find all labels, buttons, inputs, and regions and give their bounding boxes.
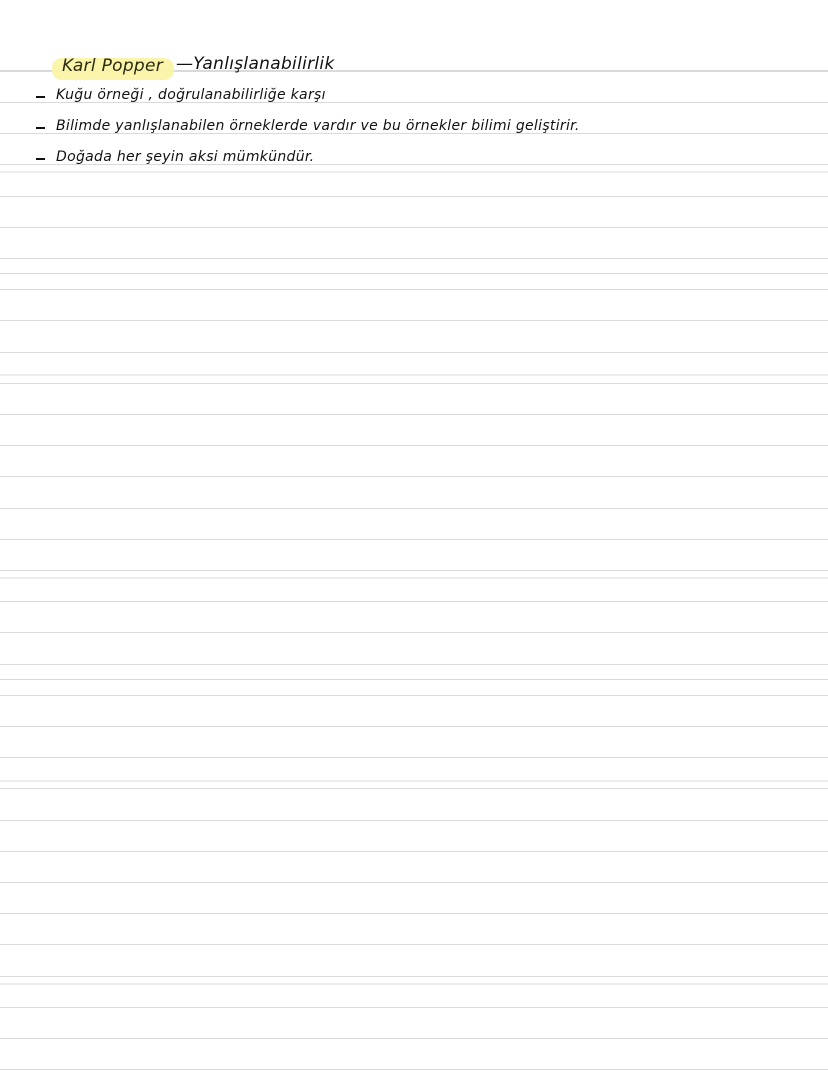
ruled-line <box>0 788 828 789</box>
ruled-line <box>0 383 828 384</box>
note-bullet-1: Kuğu örneği , doğrulanabilirliğe karşı <box>56 87 326 103</box>
ruled-line <box>0 757 828 758</box>
ruled-line <box>0 695 828 696</box>
ruled-line <box>0 508 828 509</box>
ruled-line <box>0 476 828 477</box>
bullet-dash <box>36 158 45 160</box>
ruled-line <box>0 320 828 321</box>
ruled-line <box>0 414 828 415</box>
ruled-line <box>0 352 828 353</box>
ruled-line <box>0 664 828 665</box>
ruled-line <box>0 976 828 977</box>
ruled-line <box>0 882 828 883</box>
bullet-dash <box>36 127 45 129</box>
note-bullet-2: Bilimde yanlışlanabilen örneklerde vardır ve bu örnekler bilimi geliştirir. <box>56 118 580 134</box>
ruled-line <box>0 1038 828 1039</box>
ruled-line <box>0 913 828 914</box>
ruled-line <box>0 258 828 259</box>
note-bullet-3: Doğada her şeyin aksi mümkündür. <box>56 149 315 165</box>
bullet-dash <box>36 96 45 98</box>
ruled-line <box>0 944 828 945</box>
ruled-line <box>0 445 828 446</box>
note-title-topic: —Yanlışlanabilirlik <box>176 54 335 74</box>
ruled-line <box>0 851 828 852</box>
ruled-line <box>0 1069 828 1070</box>
ruled-line <box>0 632 828 633</box>
ruled-line <box>0 227 828 228</box>
ruled-line <box>0 1007 828 1008</box>
ruled-line <box>0 196 828 197</box>
ruled-line <box>0 570 828 571</box>
ruled-line <box>0 726 828 727</box>
ruled-line <box>0 539 828 540</box>
note-title-name: Karl Popper <box>62 56 164 76</box>
ruled-line <box>0 289 828 290</box>
ruled-line <box>0 601 828 602</box>
ruled-line <box>0 820 828 821</box>
